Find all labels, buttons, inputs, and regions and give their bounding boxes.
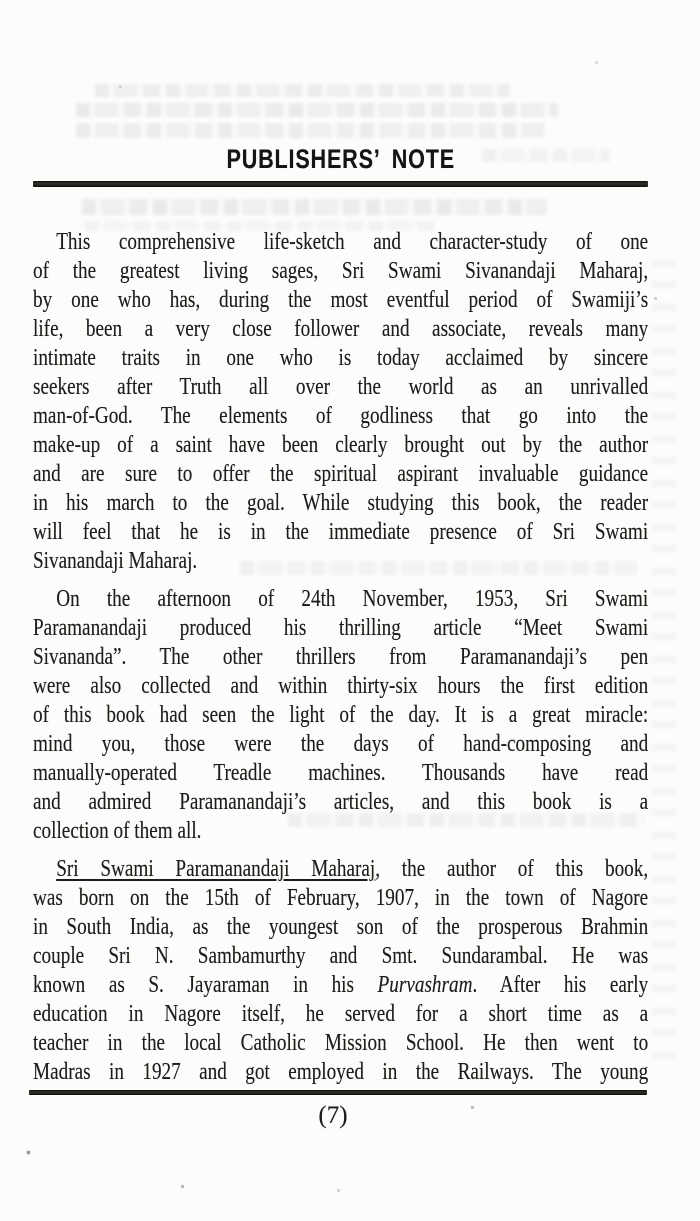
bleed-through-text bbox=[82, 199, 547, 215]
text-line bbox=[33, 759, 648, 788]
text-segment: and admired Paramanandaji’s articles, and this book is a bbox=[33, 789, 649, 815]
text-segment: of this book had seen the light of the day. It is a great miracle: bbox=[33, 702, 649, 728]
text-segment: seekers after Truth all over the world as an unrivalled bbox=[33, 374, 649, 400]
text-segment: make-up of a saint have been clearly brought out by the author bbox=[33, 432, 649, 458]
text-line bbox=[33, 518, 648, 547]
text-line bbox=[33, 286, 648, 315]
paragraph bbox=[33, 228, 648, 576]
text-segment: man-of-God. The elements of godliness that go into the bbox=[33, 403, 649, 429]
text-line bbox=[33, 643, 648, 672]
text-line bbox=[33, 942, 648, 971]
text-segment: by one who has, during the most eventful period of Swamiji’s bbox=[33, 287, 649, 313]
text-segment: of the greatest living sages, Sri Swami Sivanandaji Maharaj, bbox=[33, 258, 649, 284]
text-segment: in his march to the goal. While studying this book, the reader bbox=[33, 490, 649, 516]
page-number: (7) bbox=[318, 1102, 348, 1129]
text-line bbox=[33, 585, 648, 614]
text-line bbox=[33, 730, 648, 759]
body-text bbox=[33, 228, 648, 1087]
text-line bbox=[33, 701, 648, 730]
scan-noise-specks bbox=[0, 0, 1, 1]
text-line bbox=[33, 547, 648, 576]
text-line bbox=[33, 971, 648, 1000]
text-line bbox=[33, 402, 648, 431]
text-segment: collection of them all. bbox=[33, 818, 202, 844]
text-segment: Sri Swami Paramanandaji Maharaj bbox=[56, 856, 376, 882]
text-segment: Madras in 1927 and got employed in the Railways. The young bbox=[33, 1059, 649, 1085]
text-line bbox=[33, 373, 648, 402]
text-segment: This comprehensive life-sketch and character-study of one bbox=[56, 229, 649, 255]
text-segment: mind you, those were the days of hand-composing and bbox=[33, 731, 649, 757]
text-segment: . After his early bbox=[472, 972, 649, 998]
text-line bbox=[33, 431, 648, 460]
footer-rule bbox=[29, 1090, 647, 1095]
text-line bbox=[33, 315, 648, 344]
text-line bbox=[33, 788, 648, 817]
text-segment: was born on the 15th of February, 1907, in the town of Nagore bbox=[33, 885, 649, 911]
text-segment: couple Sri N. Sambamurthy and Smt. Sundarambal. He was bbox=[33, 943, 649, 969]
text-line bbox=[33, 228, 648, 257]
title-rule bbox=[33, 181, 648, 187]
text-line bbox=[33, 1000, 648, 1029]
text-line bbox=[33, 460, 648, 489]
text-segment: were also collected and within thirty-six hours the first edition bbox=[33, 673, 649, 699]
text-line bbox=[33, 489, 648, 518]
page-number-row bbox=[0, 1102, 700, 1130]
bleed-through-text bbox=[76, 103, 558, 117]
text-segment: Paramanandaji produced his thrilling article “Meet Swami bbox=[33, 615, 649, 641]
text-line bbox=[33, 257, 648, 286]
text-line bbox=[33, 672, 648, 701]
text-segment: education in Nagore itself, he served for a short time as a bbox=[33, 1001, 649, 1027]
page-title: PUBLISHERS’ NOTE bbox=[226, 144, 456, 174]
text-segment: On the afternoon of 24th November, 1953, Sri Swami bbox=[56, 586, 649, 612]
text-line bbox=[33, 884, 648, 913]
paragraph bbox=[33, 585, 648, 846]
text-segment: manually-operated Treadle machines. Thousands have read bbox=[33, 760, 649, 786]
text-line bbox=[33, 855, 648, 884]
title-row bbox=[0, 144, 700, 178]
text-line bbox=[33, 913, 648, 942]
text-segment: , the author of this book, bbox=[375, 856, 649, 882]
text-segment: will feel that he is in the immediate presence of Sri Swami bbox=[33, 519, 649, 545]
text-line bbox=[33, 1058, 648, 1087]
text-segment: teacher in the local Catholic Mission School. He then went to bbox=[33, 1030, 649, 1056]
text-segment: Purvashram bbox=[377, 972, 473, 998]
text-segment: life, been a very close follower and associate, reveals many bbox=[33, 316, 649, 342]
paragraph bbox=[33, 855, 648, 1087]
text-line bbox=[33, 344, 648, 373]
text-segment: Sivanandaji Maharaj. bbox=[33, 548, 198, 574]
text-line bbox=[33, 817, 648, 846]
bleed-through-text bbox=[76, 123, 546, 138]
text-segment: known as S. Jayaraman in his bbox=[33, 972, 378, 998]
text-segment: Sivananda”. The other thrillers from Paramanandaji’s pen bbox=[33, 644, 649, 670]
text-segment: intimate traits in one who is today acclaimed by sincere bbox=[33, 345, 649, 371]
text-segment: and are sure to offer the spiritual aspirant invaluable guidance bbox=[33, 461, 649, 487]
text-line bbox=[33, 614, 648, 643]
text-line bbox=[33, 1029, 648, 1058]
bleed-through-text bbox=[95, 84, 510, 97]
text-segment: in South India, as the youngest son of the prosperous Brahmin bbox=[33, 914, 649, 940]
bleed-through-margin bbox=[652, 260, 676, 1060]
